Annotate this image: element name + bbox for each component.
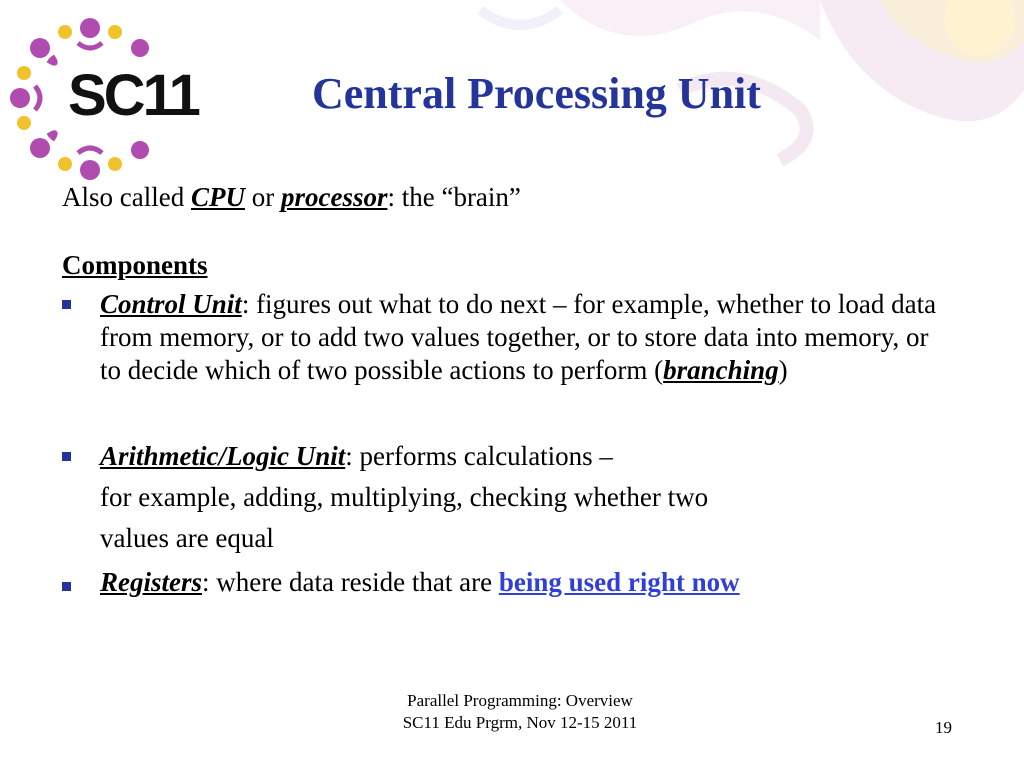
intro-prefix: Also called	[62, 182, 191, 212]
term-processor: processor	[280, 182, 388, 212]
bullet-square-icon	[62, 582, 71, 591]
footer-line-1: Parallel Programming: Overview	[407, 691, 633, 710]
bullet-text-end: )	[778, 355, 788, 385]
intro-mid: or	[244, 182, 281, 212]
being-used-right-now-link[interactable]: being used right now	[498, 567, 740, 597]
bullet-text: : where data reside that are	[202, 567, 499, 597]
bullet-square-icon	[62, 452, 71, 461]
bullet-square-icon	[62, 300, 71, 309]
logo-text: SC11	[68, 63, 198, 128]
page-number: 19	[935, 718, 952, 737]
bullet-alu	[62, 436, 942, 559]
intro-suffix: : the “brain”	[387, 182, 521, 212]
bullet-line-3: values are equal	[100, 523, 274, 553]
sc11-logo	[10, 10, 200, 185]
bullet-term: Registers	[100, 567, 203, 597]
term-cpu: CPU	[190, 182, 245, 212]
bullet-term: Control Unit	[100, 289, 242, 319]
footer	[330, 690, 710, 734]
section-heading: Components	[62, 250, 208, 280]
bullet-registers	[62, 566, 942, 599]
footer-line-2: SC11 Edu Prgrm, Nov 12-15 2011	[402, 713, 638, 732]
bullet-text: : performs calculations –	[345, 441, 613, 471]
term-branching: branching	[663, 355, 779, 385]
slide-title: Central Processing Unit	[312, 69, 761, 118]
bullet-term: Arithmetic/Logic Unit	[100, 441, 346, 471]
intro-line	[62, 182, 521, 213]
bullet-text: : figures out what to do next – for example, whether to load data from memory, or to add two values together, or to store data into memory, or to decide which of two possible actions to perform (	[100, 289, 937, 385]
bullet-control-unit	[62, 288, 942, 387]
bullet-line-2: for example, adding, multiplying, checking whether two	[100, 482, 709, 512]
bullet-line-1	[100, 436, 942, 477]
